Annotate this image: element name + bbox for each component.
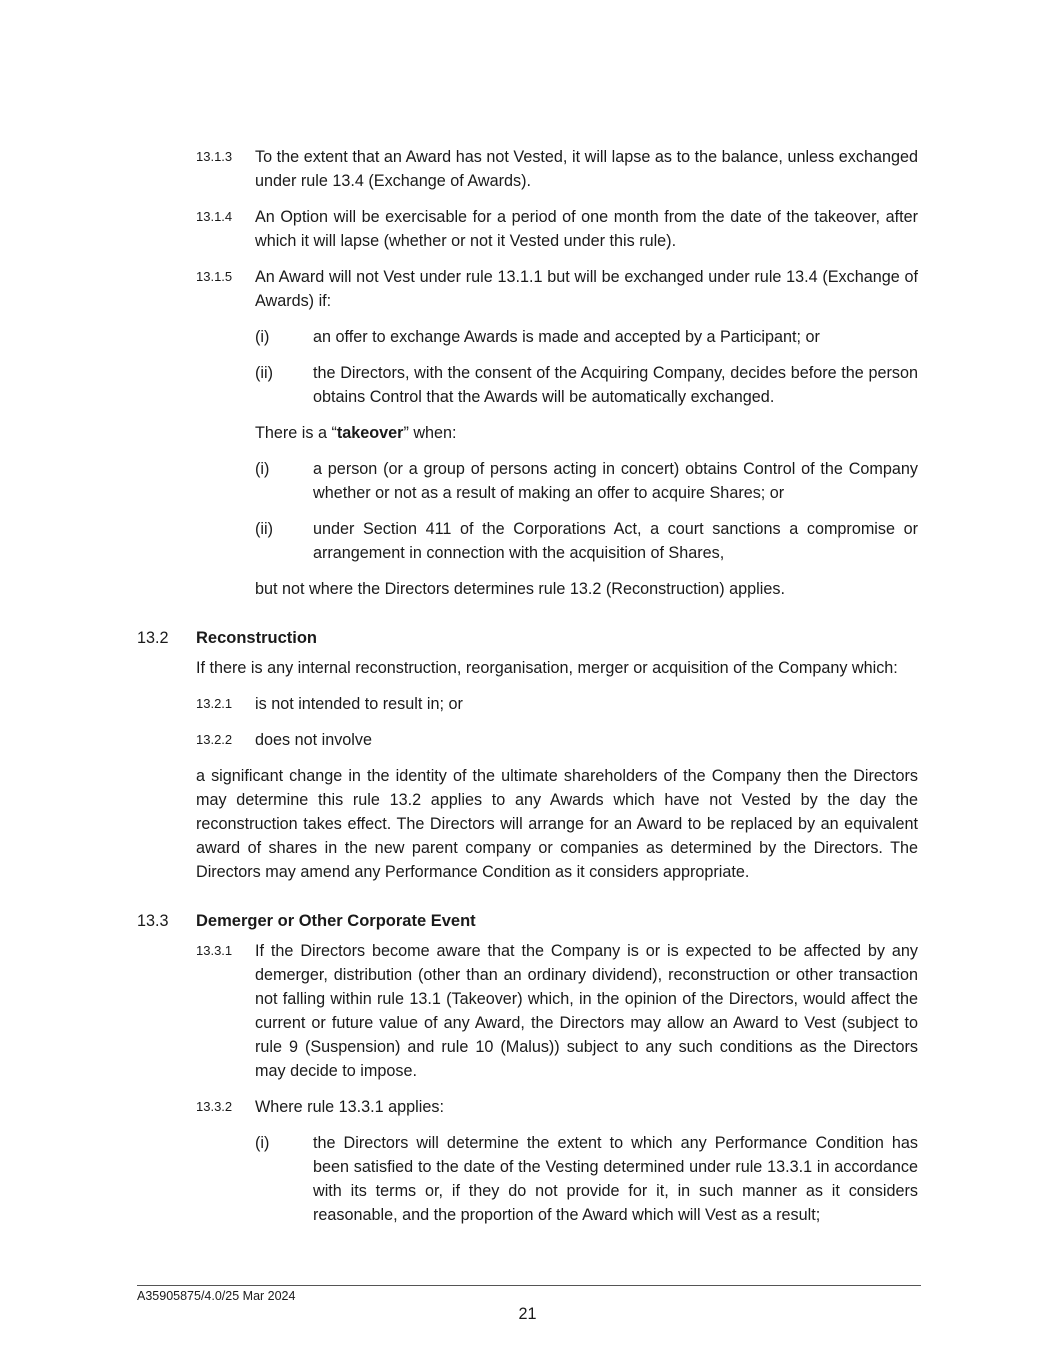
clause-text: Where rule 13.3.1 applies:: [255, 1098, 444, 1116]
clause-13-1-5: [137, 265, 918, 313]
takeover-definition: [137, 421, 918, 445]
clause-number: 13.2.1: [196, 696, 233, 711]
clause-text: If the Directors become aware that the Company is or is expected to be affected by any demerger, distribution (other than an ordinary dividend), reconstruction or other transaction not falling within rule 13.1 (Takeover) which, in the opinion of the Directors, would affect the current or future value of any Award, the Directors may allow an Award to Vest (subject to rule 9 (Suspension) and rule 10 (Malus)) subject to any such conditions as the Directors may decide to impose.: [255, 942, 918, 1080]
takeover-closing: [137, 577, 918, 601]
sub-item: [137, 325, 918, 349]
sub-item-number: (i): [255, 1134, 270, 1152]
sub-item-number: (i): [255, 328, 270, 346]
sub-item-text: under Section 411 of the Corporations Act, a court sanctions a compromise or arrangement in connection with the acquisition of Shares,: [313, 520, 918, 562]
sub-item-number: (ii): [255, 364, 273, 382]
definition-suffix: ” when:: [403, 424, 457, 442]
section-number: 13.2: [137, 629, 169, 647]
section-title: Reconstruction: [196, 629, 318, 647]
section-number: 13.3: [137, 912, 169, 930]
clause-number: 13.2.2: [196, 732, 233, 747]
clause-number: 13.1.3: [196, 149, 233, 164]
sub-item-text: the Directors will determine the extent to which any Performance Condition has been satisfied to the date of the Vesting determined under rule 13.3.1 in accordance with its terms or, if they do not provide for it, in such manner as it considers reasonable, and the proportion of the Award which will Vest as a result;: [313, 1134, 918, 1224]
sub-item-number: (ii): [255, 520, 273, 538]
clause-number: 13.1.5: [196, 269, 233, 284]
section-intro: [137, 656, 918, 680]
clause-13-3-1: [137, 939, 918, 1083]
clause-text: To the extent that an Award has not Vested, it will lapse as to the balance, unless exchanged under rule 13.4 (Exchange of Awards).: [255, 148, 918, 190]
defined-term: takeover: [336, 424, 404, 442]
clause-text: is not intended to result in; or: [255, 695, 463, 713]
sub-item-number: (i): [255, 460, 270, 478]
clause-text: does not involve: [255, 731, 372, 749]
clause-text: An Award will not Vest under rule 13.1.1 but will be exchanged under rule 13.4 (Exchange of Awards) if:: [255, 268, 918, 310]
clause-13-2-2: [137, 728, 918, 752]
definition-prefix: There is a “: [255, 424, 337, 442]
sub-item-text: a person (or a group of persons acting in concert) obtains Control of the Company whether or not as a result of making an offer to acquire Shares; or: [313, 460, 918, 502]
section-closing: [137, 764, 918, 884]
clause-13-3-2: [137, 1095, 918, 1119]
clause-text: An Option will be exercisable for a period of one month from the date of the takeover, after which it will lapse (whether or not it Vested under this rule).: [255, 208, 918, 250]
closing-text: a significant change in the identity of the ultimate shareholders of the Company then the Directors may determine this rule 13.2 applies to any Awards which have not Vested by the day the reconstruction takes effect. The Directors will arrange for an Award to be replaced by an equivalent award of shares in the new parent company or companies as determined by the Directors. The Directors may amend any Performance Condition as it considers appropriate.: [196, 767, 918, 881]
sub-item: [137, 1131, 918, 1227]
clause-number: 13.3.2: [196, 1099, 233, 1114]
footer-divider: [137, 1285, 921, 1286]
section-title: Demerger or Other Corporate Event: [196, 912, 476, 930]
clause-number: 13.3.1: [196, 943, 233, 958]
closing-text: but not where the Directors determines rule 13.2 (Reconstruction) applies.: [255, 580, 785, 598]
sub-item-text: an offer to exchange Awards is made and accepted by a Participant; or: [313, 328, 820, 346]
clause-number: 13.1.4: [196, 209, 233, 224]
sub-item: [137, 361, 918, 409]
clause-13-1-4: [137, 205, 918, 253]
document-reference: A35905875/4.0/25 Mar 2024: [137, 1289, 296, 1303]
sub-item: [137, 517, 918, 565]
sub-item: [137, 457, 918, 505]
page-body: [137, 145, 918, 1227]
clause-13-1-3: [137, 145, 918, 193]
section-heading-13-3: [137, 909, 918, 933]
sub-item-text: the Directors, with the consent of the Acquiring Company, decides before the person obtains Control that the Awards will be automatically exchanged.: [313, 364, 918, 406]
clause-13-2-1: [137, 692, 918, 716]
intro-text: If there is any internal reconstruction, reorganisation, merger or acquisition of the Company which:: [196, 659, 898, 677]
section-heading-13-2: [137, 626, 918, 650]
page-number: 21: [518, 1305, 537, 1323]
